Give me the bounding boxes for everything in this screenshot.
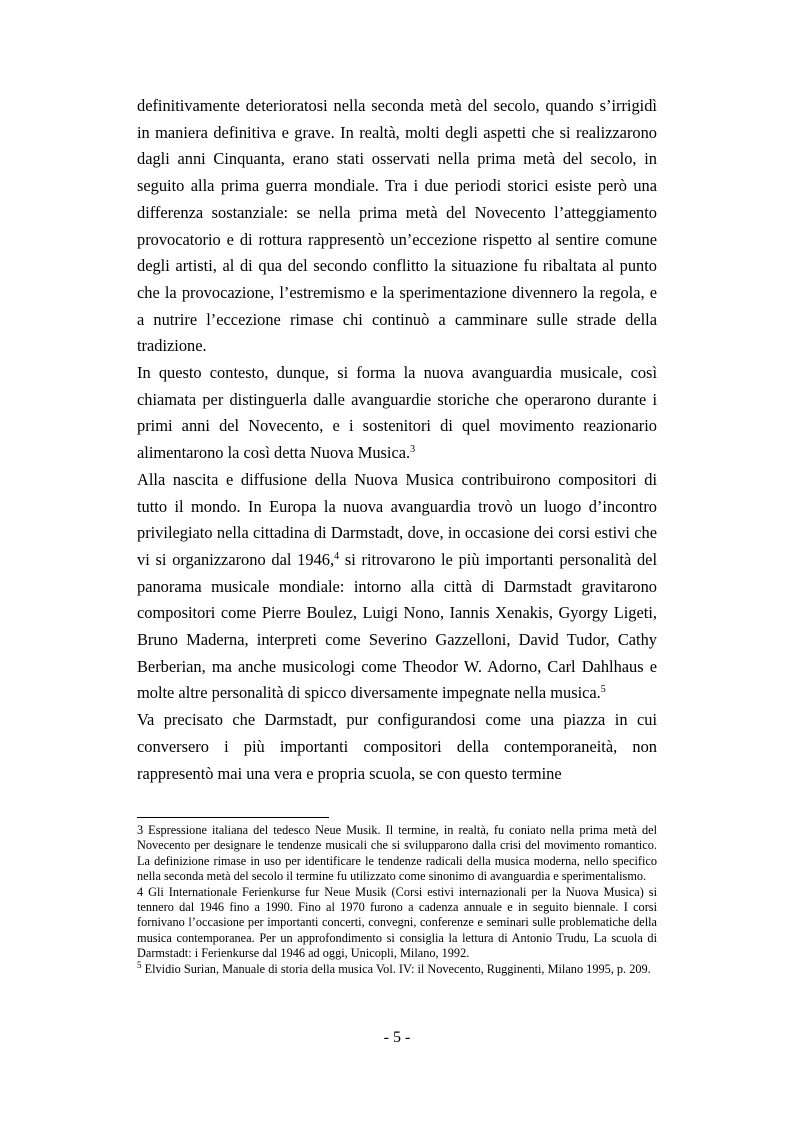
footnote-5-number: 5 <box>137 959 142 970</box>
footnote-4: 4 Gli Internationale Ferienkurse fur Neue Musik (Corsi estivi internazionali per la Nuova Musica) si tennero dal 1946 fino a 1990. Fino al 1970 furono a cadenza annuale e in seguito biennale. I corsi fornivano l’occasione per importanti concerti, convegni, conferenze e seminari sulle problematiche della musica contemporanea. Per un approfondimento si consiglia la lettura di Antonio Trudu, La scuola di Darmstadt: i Ferienkurse dal 1946 ad oggi, Unicopli, Milano, 1992. <box>137 884 657 961</box>
footnote-5 <box>137 959 657 977</box>
body-text <box>137 93 657 787</box>
paragraph-3-text-a: Alla nascita e diffusione della Nuova Musica contribuirono compositori di tutto il mondo. In Europa la nuova avanguardia trovò un luogo d’incontro privilegiato nella cittadina di Darmstadt, dove, in occasione dei corsi estivi che vi si organizzarono dal 1946, <box>137 469 657 569</box>
footnote-5-text: Elvidio Surian, Manuale di storia della musica Vol. IV: il Novecento, Rugginenti, Milano 1995, p. 209. <box>141 961 651 976</box>
paragraph-3-text-b: si ritrovarono le più importanti personalità del panorama musicale mondiale: intorno alla città di Darmstadt gravitarono compositori come Pierre Boulez, Luigi Nono, Iannis Xenakis, Gyorgy Ligeti, Bruno Maderna, interpreti come Severino Gazzelloni, David Tudor, Cathy Berberian, ma anche musicologi come Theodor W. Adorno, Carl Dahlhaus e molte altre personalità di spicco diversamente impegnate nella musica. <box>137 549 658 703</box>
paragraph-4-text: Va precisato che Darmstadt, pur configurandosi come una piazza in cui conversero i più importanti compositori della contemporaneità, non rappresentò mai una vera e propria scuola, se con questo termine <box>137 710 657 783</box>
paragraph-3 <box>137 467 657 707</box>
paragraph-2-text: In questo contesto, dunque, si forma la nuova avanguardia musicale, così chiamata per distinguerla dalle avanguardie storiche che operarono durante i primi anni del Novecento, e i sostenitori di quel movimento reazionario alimentarono la così detta Nuova Musica. <box>137 363 657 463</box>
footnote-separator <box>137 817 329 818</box>
footnote-ref-4: 4 <box>334 550 340 562</box>
page-number: - 5 - <box>383 1029 411 1046</box>
paragraph-2 <box>137 360 657 467</box>
paragraph-4 <box>137 707 657 787</box>
footnote-ref-3: 3 <box>410 444 416 456</box>
footnote-ref-5: 5 <box>600 684 606 696</box>
footnote-3: 3 Espressione italiana del tedesco Neue Musik. Il termine, in realtà, fu coniato nella prima metà del Novecento per designare le tendenze musicali che si svilupparono dalla crisi del movimento romantico. La definizione rimase in uso per identificare le tendenze radicali della musica moderna, nello specifico nella seconda metà del secolo il termine fu utilizzato come sinonimo di avanguardia e sperimentalismo. <box>137 823 657 884</box>
footnotes <box>137 823 657 977</box>
paragraph-1-text: definitivamente deterioratosi nella seconda metà del secolo, quando s’irrigidì in maniera definitiva e grave. In realtà, molti degli aspetti che si realizzarono dagli anni Cinquanta, erano stati osservati nella prima metà del secolo, in seguito alla prima guerra mondiale. Tra i due periodi storici esiste però una differenza sostanziale: se nella prima metà del Novecento l’atteggiamento provocatorio e di rottura rappresentò un’eccezione rispetto al sentire comune degli artisti, al di qua del secondo conflitto la situazione fu ribaltata al punto che la provocazione, l’estremismo e la sperimentazione divennero la regola, e a nutrire l’eccezione rimase chi continuò a camminare sulle strade della tradizione. <box>137 96 657 356</box>
paragraph-1 <box>137 93 657 360</box>
